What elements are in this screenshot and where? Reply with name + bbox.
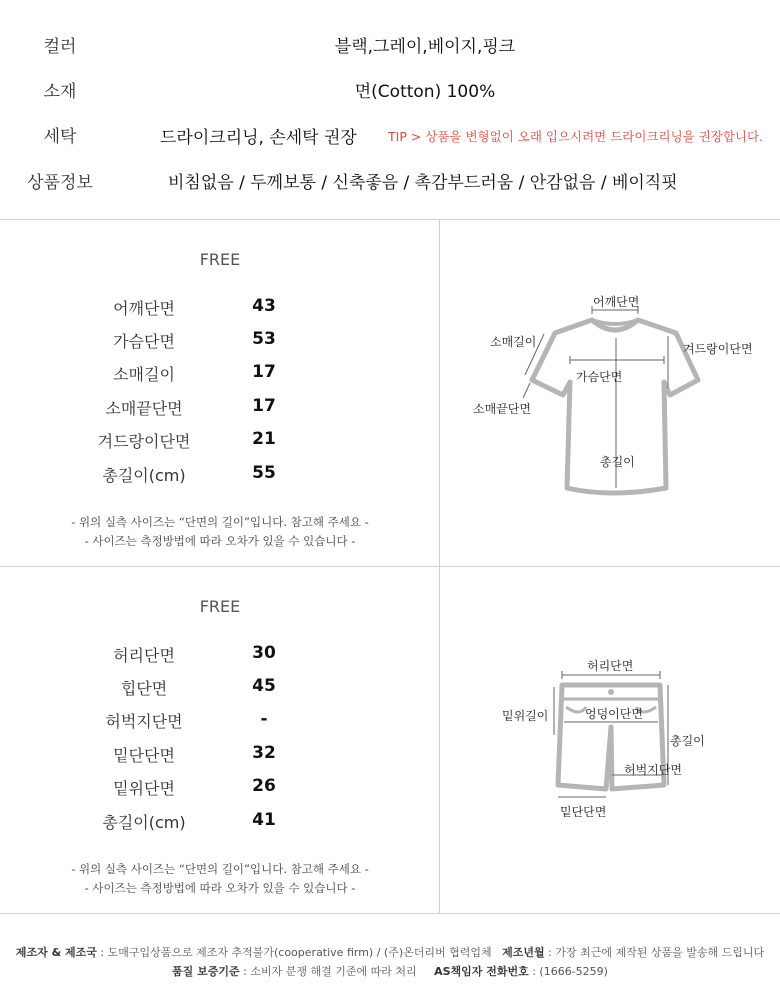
top-row-label: 총길이(cm) [102,466,186,485]
total-length-label: 총길이 [600,455,635,469]
top-row-value: 21 [252,429,276,449]
bottom-row-value: 30 [252,643,276,663]
top-row-value: 17 [252,362,276,382]
top-row-value: 55 [252,463,276,483]
as-label: AS책임자 전화번호 [434,965,529,978]
top-row-label: 어깨단면 [113,299,175,318]
shorts-diagram [440,567,780,913]
color-label: 컬러 [43,37,77,57]
bottom-row-label: 총길이(cm) [102,813,186,832]
divider [0,913,780,914]
warranty-value: : 소비자 분쟁 해결 기준에 따라 처리 [243,965,417,978]
date-value: : 가장 최근에 제작된 상품을 발송해 드립니다 [548,946,765,959]
sleeve-end-label: 소매끝단면 [473,402,531,416]
bottom-row-label: 허벅지단면 [105,712,183,731]
bottom-row-value: 32 [252,743,276,763]
wash-value: 드라이크리닝, 손세탁 권장 [160,128,357,148]
top-size-header: FREE [199,250,241,269]
maker-value: : 도매구입상품으로 제조자 추적불가(cooperative firm) / (주)온더리버 협력업체 [100,946,492,959]
top-row-value: 53 [252,329,276,349]
material-value: 면(Cotton) 100% [354,82,496,102]
bottom-note-2: - 사이즈는 측정방법에 따라 오차가 있을 수 있습니다 - [84,881,356,895]
bottom-row-label: 힙단면 [120,679,168,698]
total-length-label: 총길이 [670,734,705,748]
rise-label: 밑위길이 [502,709,549,723]
color-value: 블랙,그레이,베이지,핑크 [334,37,516,57]
top-row-value: 43 [252,296,276,316]
bottom-row-value: 45 [252,676,276,696]
top-row-value: 17 [252,396,276,416]
top-row-label: 소매끝단면 [105,399,183,418]
warranty-label: 품질 보증기준 [172,965,240,978]
wash-tip: TIP > 상품을 변형없이 오래 입으시려면 드라이크리닝을 권장합니다. [388,129,764,144]
hem-label: 밑단단면 [560,805,607,819]
product-label: 상품정보 [27,173,93,193]
material-label: 소재 [43,82,77,102]
bottom-note-1: - 위의 실측 사이즈는 “단면의 길이”입니다. 참고해 주세요 - [71,862,369,876]
hip-label: 엉덩이단면 [585,707,643,721]
top-note-1: - 위의 실측 사이즈는 “단면의 길이”입니다. 참고해 주세요 - [71,515,369,529]
footer-line-1 [0,944,780,960]
waist-label: 허리단면 [587,659,634,673]
sleeve-length-label: 소매길이 [490,335,537,349]
bottom-row-value: 41 [252,810,276,830]
top-row-label: 겨드랑이단면 [97,432,191,451]
top-row-label: 가슴단면 [113,332,175,351]
maker-label: 제조자 & 제조국 [15,946,97,959]
as-value: : (1666-5259) [532,965,608,978]
bottom-size-header: FREE [199,597,241,616]
bottom-row-label: 허리단면 [113,646,175,665]
bottom-row-label: 밑단단면 [113,746,175,765]
armpit-label: 겨드랑이단면 [683,342,753,356]
date-label: 제조년월 [502,946,545,959]
bottom-row-value: - [260,709,268,729]
chest-label: 가슴단면 [576,370,623,384]
top-row-label: 소매길이 [113,365,175,384]
top-note-2: - 사이즈는 측정방법에 따라 오차가 있을 수 있습니다 - [84,534,356,548]
thigh-label: 허벅지단면 [624,763,682,777]
bottom-row-value: 26 [252,776,276,796]
wash-label: 세탁 [43,127,77,147]
footer-line-2 [0,963,780,979]
tshirt-diagram [440,220,780,566]
bottom-row-label: 밑위단면 [113,779,175,798]
product-value: 비침없음 / 두께보통 / 신축좋음 / 촉감부드러움 / 안감없음 / 베이직핏 [168,173,678,193]
shoulder-label: 어깨단면 [593,295,640,309]
